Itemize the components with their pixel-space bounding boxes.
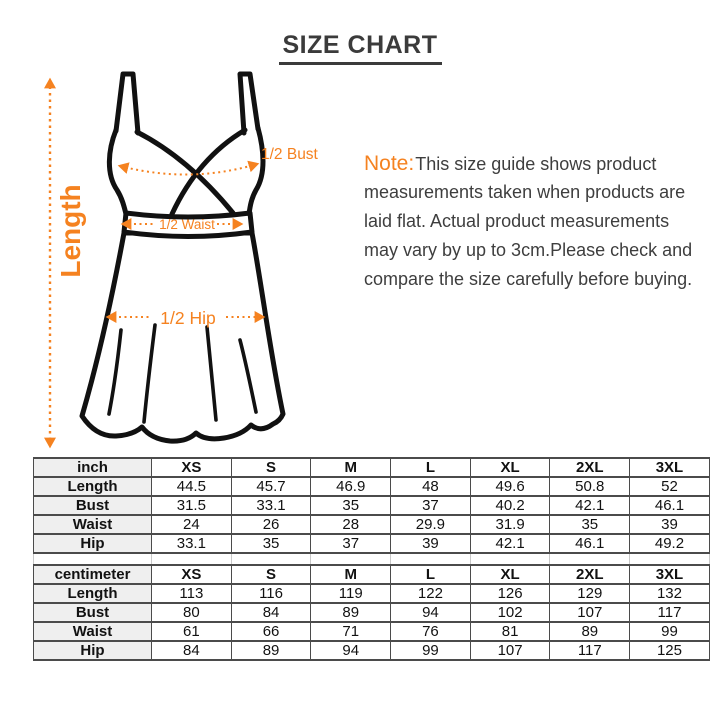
size-header-cell: S [231, 565, 311, 584]
hip-label: 1/2 Hip [160, 308, 216, 328]
size-header-cell: 3XL [630, 565, 710, 584]
note-text-line-3: laid flat. Actual product measurements [364, 211, 670, 231]
measure-value-cell: 49.2 [630, 534, 710, 553]
dress-skirt [82, 233, 283, 441]
measure-row [34, 515, 710, 534]
measure-value-cell: 116 [231, 584, 311, 603]
measure-label-cell: Waist [34, 622, 152, 641]
note-text-line-1: This size guide shows product [415, 154, 657, 174]
gap-cell [231, 553, 311, 565]
measure-row [34, 496, 710, 515]
size-header-cell: M [311, 565, 391, 584]
measure-value-cell: 33.1 [152, 534, 232, 553]
gap-cell [470, 553, 550, 565]
note-text-line-4: may vary by up to 3cm.Please check and [364, 240, 693, 260]
dress-bodice [109, 74, 263, 214]
measure-value-cell: 50.8 [550, 477, 630, 496]
size-header-cell: S [231, 458, 311, 477]
left-strap [116, 74, 138, 133]
note-line [364, 149, 716, 178]
measure-value-cell: 117 [550, 641, 630, 660]
gap-cell [550, 553, 630, 565]
measure-row [34, 603, 710, 622]
measure-value-cell: 46.9 [311, 477, 391, 496]
measure-label-cell: Waist [34, 515, 152, 534]
measure-row [34, 622, 710, 641]
measure-label-cell: Hip [34, 534, 152, 553]
measure-value-cell: 80 [152, 603, 232, 622]
measure-value-cell: 89 [550, 622, 630, 641]
size-header-cell: XS [152, 458, 232, 477]
dress-measurement-diagram [30, 62, 350, 457]
measure-value-cell: 33.1 [231, 496, 311, 515]
measure-value-cell: 31.9 [470, 515, 550, 534]
note-text-line-2: measurements taken when products are [364, 182, 686, 202]
bodice-left-edge [109, 130, 126, 214]
measure-value-cell: 66 [231, 622, 311, 641]
measure-row [34, 584, 710, 603]
size-header-cell: XS [152, 565, 232, 584]
size-header-cell: 3XL [630, 458, 710, 477]
gap-cell [630, 553, 710, 565]
size-table-header-row [34, 565, 710, 584]
measure-value-cell: 42.1 [550, 496, 630, 515]
size-header-cell: 2XL [550, 565, 630, 584]
right-strap [240, 74, 258, 133]
gap-cell [311, 553, 391, 565]
measure-value-cell: 52 [630, 477, 710, 496]
measure-value-cell: 61 [152, 622, 232, 641]
size-header-cell: 2XL [550, 458, 630, 477]
measure-value-cell: 39 [630, 515, 710, 534]
measure-value-cell: 26 [231, 515, 311, 534]
measure-value-cell: 84 [231, 603, 311, 622]
measure-value-cell: 125 [630, 641, 710, 660]
measure-row [34, 477, 710, 496]
measure-row [34, 641, 710, 660]
measure-value-cell: 44.5 [152, 477, 232, 496]
measure-value-cell: 76 [391, 622, 471, 641]
measure-value-cell: 99 [630, 622, 710, 641]
measure-value-cell: 39 [391, 534, 471, 553]
measure-value-cell: 94 [311, 641, 391, 660]
measure-label-cell: Hip [34, 641, 152, 660]
measure-value-cell: 45.7 [231, 477, 311, 496]
gap-cell [391, 553, 471, 565]
note-block [364, 149, 716, 294]
measure-value-cell: 42.1 [470, 534, 550, 553]
measure-value-cell: 99 [391, 641, 471, 660]
table-gap-row [34, 553, 710, 565]
size-header-cell: XL [470, 458, 550, 477]
dress-illustration [30, 62, 350, 457]
bodice-right-edge [249, 128, 263, 214]
measure-value-cell: 89 [311, 603, 391, 622]
measure-value-cell: 81 [470, 622, 550, 641]
measure-value-cell: 117 [630, 603, 710, 622]
size-header-cell: L [391, 458, 471, 477]
page-title: SIZE CHART [279, 31, 442, 65]
measure-value-cell: 24 [152, 515, 232, 534]
size-header-cell: M [311, 458, 391, 477]
measure-value-cell: 84 [152, 641, 232, 660]
measure-value-cell: 29.9 [391, 515, 471, 534]
size-tables [33, 457, 709, 661]
length-label: Length [55, 184, 86, 278]
measure-value-cell: 48 [391, 477, 471, 496]
measure-value-cell: 129 [550, 584, 630, 603]
measure-value-cell: 46.1 [630, 496, 710, 515]
measure-value-cell: 113 [152, 584, 232, 603]
gap-cell [152, 553, 232, 565]
measure-value-cell: 126 [470, 584, 550, 603]
measure-value-cell: 119 [311, 584, 391, 603]
measure-value-cell: 132 [630, 584, 710, 603]
measure-value-cell: 89 [231, 641, 311, 660]
note-label: Note: [364, 152, 415, 175]
size-table-header-row [34, 458, 710, 477]
measure-value-cell: 28 [311, 515, 391, 534]
measure-value-cell: 102 [470, 603, 550, 622]
measure-value-cell: 49.6 [470, 477, 550, 496]
measure-value-cell: 35 [550, 515, 630, 534]
wrap-neckline-right [172, 130, 245, 214]
measure-value-cell: 40.2 [470, 496, 550, 515]
measure-value-cell: 35 [231, 534, 311, 553]
measure-value-cell: 46.1 [550, 534, 630, 553]
measure-value-cell: 31.5 [152, 496, 232, 515]
measure-label-cell: Length [34, 584, 152, 603]
measure-value-cell: 37 [311, 534, 391, 553]
note-text-line-5: compare the size carefully before buying. [364, 269, 693, 289]
unit-cell: centimeter [34, 565, 152, 584]
unit-cell: inch [34, 458, 152, 477]
gap-cell [34, 553, 152, 565]
measure-row [34, 534, 710, 553]
measure-value-cell: 122 [391, 584, 471, 603]
size-table [33, 457, 710, 661]
measure-value-cell: 94 [391, 603, 471, 622]
measure-label-cell: Bust [34, 496, 152, 515]
measure-value-cell: 107 [470, 641, 550, 660]
title-bar [0, 31, 720, 65]
measure-value-cell: 71 [311, 622, 391, 641]
bust-label: 1/2 Bust [261, 146, 318, 163]
measure-value-cell: 107 [550, 603, 630, 622]
size-header-cell: L [391, 565, 471, 584]
measure-value-cell: 35 [311, 496, 391, 515]
size-header-cell: XL [470, 565, 550, 584]
waist-label: 1/2 Waist [159, 217, 215, 232]
measure-value-cell: 37 [391, 496, 471, 515]
measure-label-cell: Bust [34, 603, 152, 622]
measure-label-cell: Length [34, 477, 152, 496]
